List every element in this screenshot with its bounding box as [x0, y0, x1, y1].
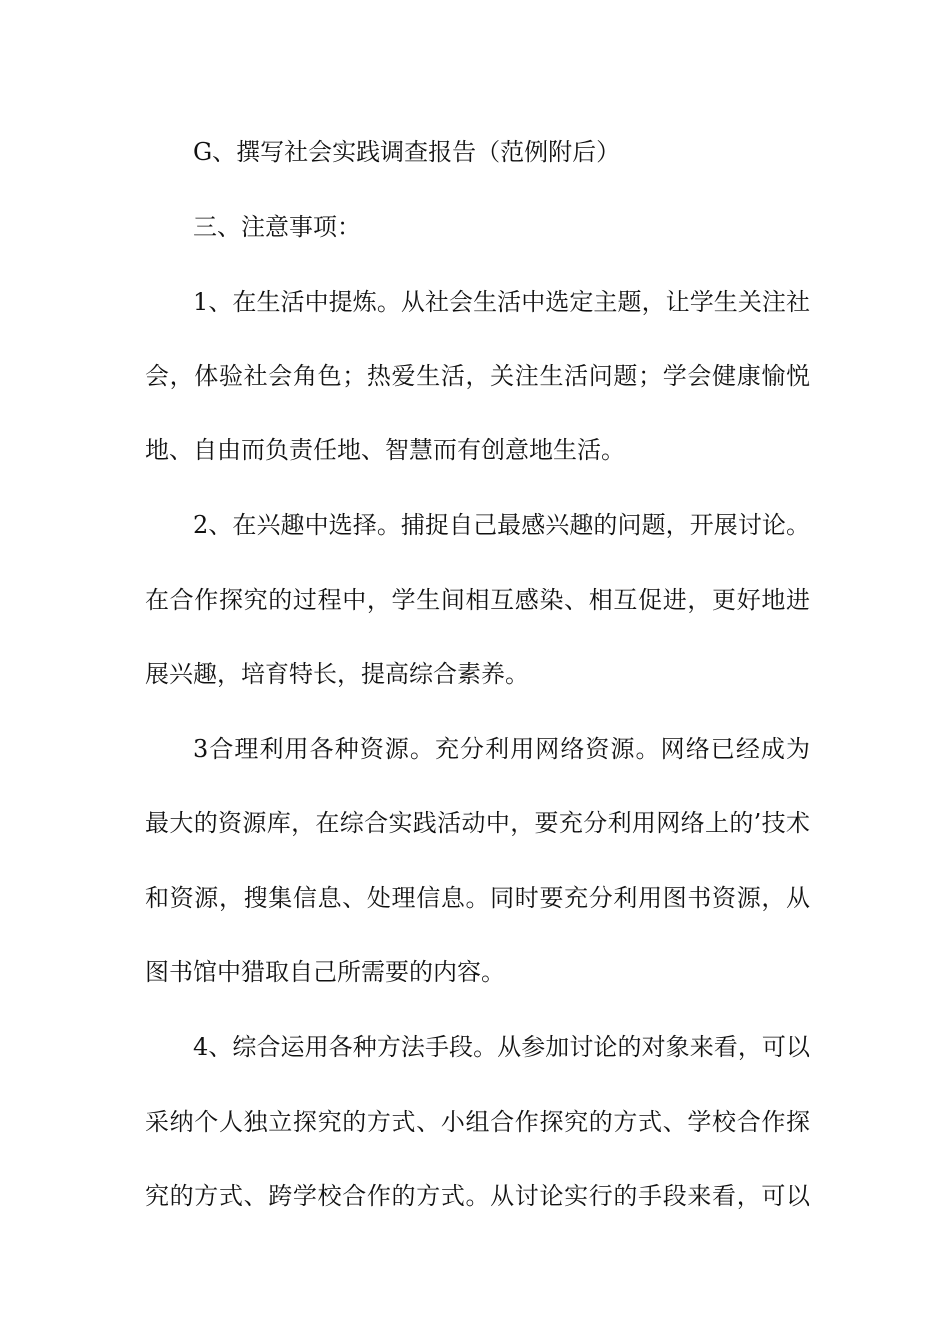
paragraph-3-line-1: 3合理利用各种资源。充分利用网络资源。网络已经成为 — [193, 735, 810, 763]
paragraph-2-line-3: 展兴趣，培育特长，提高综合素养。 — [145, 660, 529, 688]
paragraph-1-line-1: 1、在生活中提炼。从社会生活中选定主题，让学生关注社 — [193, 288, 810, 316]
paragraph-2-line-2: 在合作探究的过程中，学生间相互感染、相互促进，更好地进 — [145, 586, 810, 614]
paragraph-3-line-3: 和资源，搜集信息、处理信息。同时要充分利用图书资源，从 — [145, 884, 810, 912]
paragraph-4-line-1: 4、综合运用各种方法手段。从参加讨论的对象来看，可以 — [193, 1033, 810, 1061]
text-line-g-report: G、撰写社会实践调查报告（范例附后） — [193, 138, 621, 166]
paragraph-2-line-1: 2、在兴趣中选择。捕捉自己最感兴趣的问题，开展讨论。 — [193, 511, 810, 539]
paragraph-1-line-3: 地、自由而负责任地、智慧而有创意地生活。 — [145, 436, 625, 464]
paragraph-3-line-4: 图书馆中猎取自己所需要的内容。 — [145, 958, 505, 986]
section-heading-notes: 三、注意事项： — [193, 213, 361, 241]
paragraph-3-line-2: 最大的资源库，在综合实践活动中，要充分利用网络上的’技术 — [145, 809, 810, 837]
paragraph-4-line-2: 采纳个人独立探究的方式、小组合作探究的方式、学校合作探 — [145, 1108, 810, 1136]
paragraph-4-line-3: 究的方式、跨学校合作的方式。从讨论实行的手段来看，可以 — [145, 1182, 810, 1210]
paragraph-1-line-2: 会，体验社会角色；热爱生活，关注生活问题；学会健康愉悦 — [145, 362, 810, 390]
